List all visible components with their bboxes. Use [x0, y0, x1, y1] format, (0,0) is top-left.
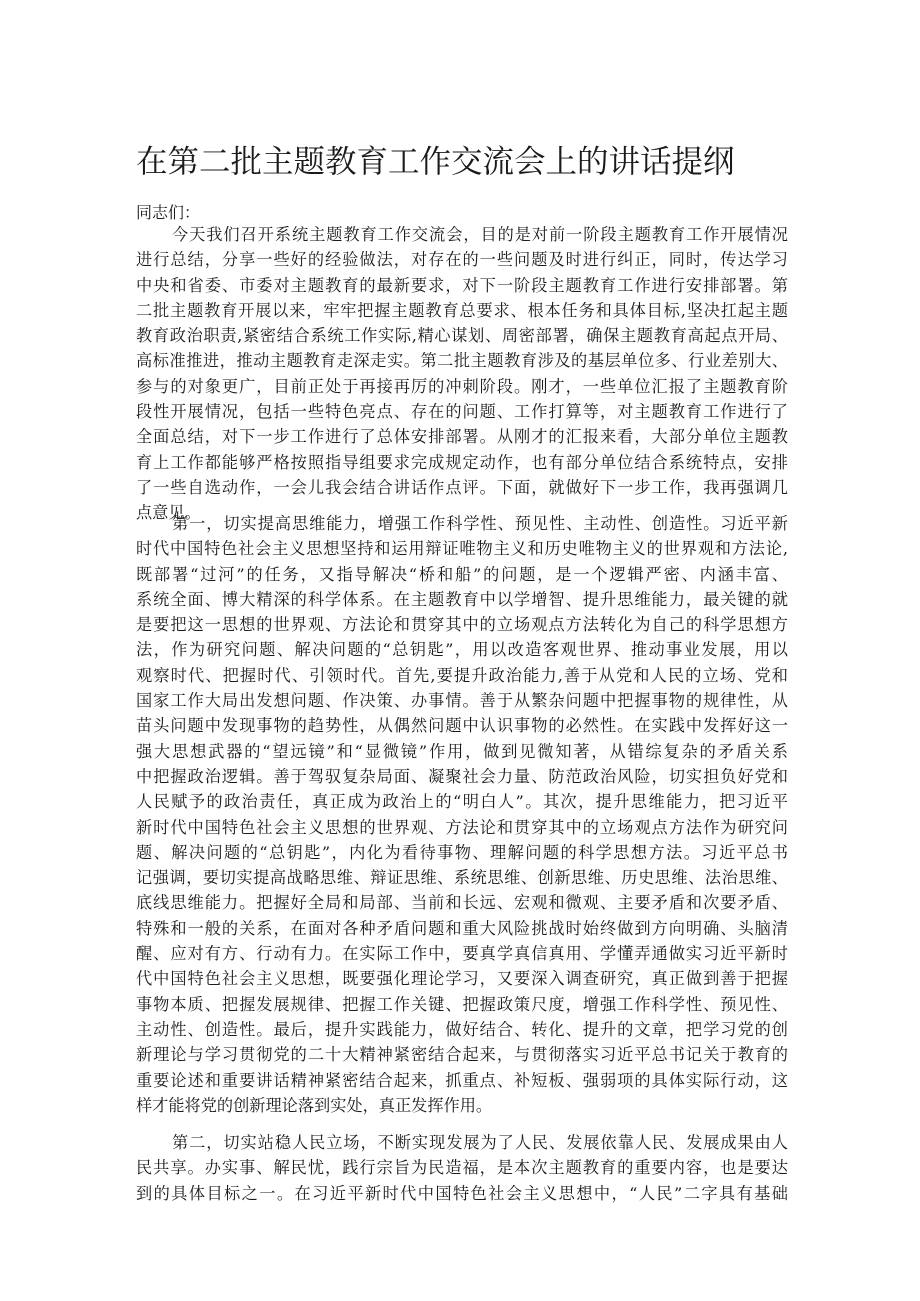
- document-title: 在第二批主题教育工作交流会上的讲话提纲: [136, 144, 735, 180]
- text-line: 时代中国特色社会主义思想坚持和运用辩证唯物主义和历史唯物主义的世界观和方法论,: [136, 539, 788, 559]
- text-line: 强大思想武器的“望远镜”和“显微镜”作用，做到见微知著，从错综复杂的矛盾关系: [136, 741, 788, 761]
- text-line: 国家工作大局出发想问题、作决策、办事情。善于从繁杂问题中把握事物的规律性，从: [136, 691, 788, 711]
- text-line: 是要把这一思想的世界观、方法论和贯穿其中的立场观点方法转化为自己的科学思想方: [136, 615, 788, 635]
- text-line: 参与的对象更广，目前正处于再接再厉的冲刺阶段。刚才，一些单位汇报了主题教育阶: [136, 376, 788, 396]
- text-line: 苗头问题中发现事物的趋势性，从偶然问题中认识事物的必然性。在实践中发挥好这一: [136, 716, 788, 736]
- text-line: 系统全面、博大精深的科学体系。在主题教育中以学增智、提升思维能力，最关键的就: [136, 589, 788, 609]
- text-line: 全面总结，对下一步工作进行了总体安排部署。从刚才的汇报来看，大部分单位主题教: [136, 427, 788, 447]
- text-line: 主动性、创造性。最后，提升实践能力，做好结合、转化、提升的文章，把学习党的创: [136, 1019, 788, 1039]
- paragraph-second-point: [136, 1130, 788, 1206]
- text-line: 点意见。: [136, 503, 201, 523]
- text-line: 代中国特色社会主义思想，既要强化理论学习，又要深入调查研究，真正做到善于把握: [136, 969, 788, 989]
- text-line: 题、解决问题的“总钥匙”，内化为看待事物、理解问题的科学思想方法。习近平总书: [136, 842, 788, 862]
- text-line: 到的具体目标之一。在习近平新时代中国特色社会主义思想中，“人民”二字具有基础: [136, 1183, 788, 1203]
- greeting: 同志们：: [136, 203, 201, 222]
- text-line: 段性开展情况，包括一些特色亮点、存在的问题、工作打算等，对主题教育工作进行了: [136, 402, 788, 422]
- text-line: 样才能将党的创新理论落到实处，真正发挥作用。: [136, 1095, 493, 1115]
- text-line: 中把握政治逻辑。善于驾驭复杂局面、凝聚社会力量、防范政治风险，切实担负好党和: [136, 766, 788, 786]
- text-line: 法，作为研究问题、解决问题的“总钥匙”，用以改造客观世界、推动事业发展，用以: [136, 640, 788, 660]
- text-line: 了一些自选动作，一会儿我会结合讲话作点评。下面，就做好下一步工作，我再强调几: [136, 477, 788, 497]
- text-line: 第二，切实站稳人民立场，不断实现发展为了人民、发展依靠人民、发展成果由人: [172, 1133, 788, 1152]
- text-line: 底线思维能力。把握好全局和局部、当前和长远、宏观和微观、主要矛盾和次要矛盾、: [136, 893, 788, 913]
- paragraph-intro: [136, 222, 788, 526]
- text-line: 新时代中国特色社会主义思想的世界观、方法论和贯穿其中的立场观点方法作为研究问: [136, 817, 788, 837]
- text-line: 既部署“过河”的任务，又指导解决“桥和船”的问题，是一个逻辑严密、内涵丰富、: [136, 564, 788, 584]
- text-line: 观察时代、把握时代、引领时代。首先,要提升政治能力,善于从党和人民的立场、党和: [136, 665, 788, 685]
- text-line: 民共享。办实事、解民忧，践行宗旨为民造福，是本次主题教育的重要内容，也是要达: [136, 1158, 788, 1178]
- text-line: 今天我们召开系统主题教育工作交流会，目的是对前一阶段主题教育工作开展情况: [172, 225, 788, 244]
- text-line: 育上工作都能够严格按照指导组要求完成规定动作，也有部分单位结合系统特点，安排: [136, 452, 788, 472]
- paragraph-first-point: [136, 511, 788, 1118]
- text-line: 新理论与学习贯彻党的二十大精神紧密结合起来，与贯彻落实习近平总书记关于教育的: [136, 1045, 788, 1065]
- text-line: 第一，切实提高思维能力，增强工作科学性、预见性、主动性、创造性。习近平新: [172, 514, 788, 533]
- text-line: 人民赋予的政治责任，真正成为政治上的“明白人”。其次，提升思维能力，把习近平: [136, 792, 788, 812]
- text-line: 二批主题教育开展以来，牢牢把握主题教育总要求、根本任务和具体目标,坚决扛起主题: [136, 300, 788, 320]
- text-line: 重要论述和重要讲话精神紧密结合起来，抓重点、补短板、强弱项的具体实际行动，这: [136, 1070, 788, 1090]
- text-line: 记强调，要切实提高战略思维、辩证思维、系统思维、创新思维、历史思维、法治思维、: [136, 868, 788, 888]
- text-line: 进行总结，分享一些好的经验做法，对存在的一些问题及时进行纠正，同时，传达学习: [136, 250, 788, 270]
- text-line: 醒、应对有方、行动有力。在实际工作中，要真学真信真用、学懂弄通做实习近平新时: [136, 944, 788, 964]
- text-line: 特殊和一般的关系，在面对各种矛盾问题和重大风险挑战时始终做到方向明确、头脑清: [136, 918, 788, 938]
- text-line: 事物本质、把握发展规律、把握工作关键、把握政策尺度，增强工作科学性、预见性、: [136, 994, 788, 1014]
- text-line: 高标准推进，推动主题教育走深走实。第二批主题教育涉及的基层单位多、行业差别大、: [136, 351, 788, 371]
- text-line: 中央和省委、市委对主题教育的最新要求，对下一阶段主题教育工作进行安排部署。第: [136, 275, 788, 295]
- text-line: 教育政治职责,紧密结合系统工作实际,精心谋划、周密部署，确保主题教育高起点开局、: [136, 326, 788, 346]
